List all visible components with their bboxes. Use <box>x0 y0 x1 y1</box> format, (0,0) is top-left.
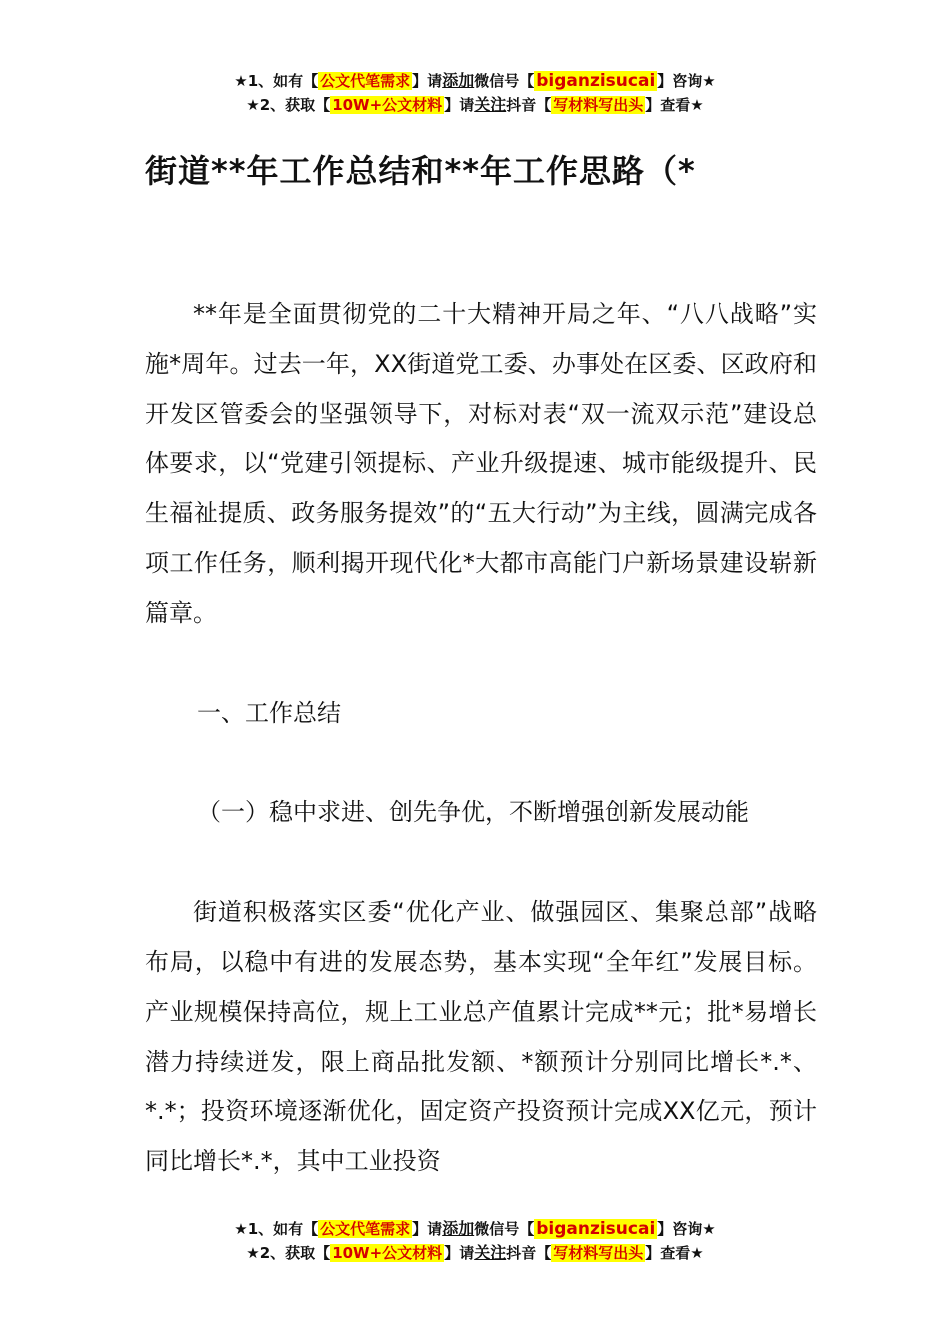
document-body <box>145 290 817 1187</box>
subsection-heading: （一）稳中求进、创先争优，不断增强创新发展动能 <box>197 798 749 827</box>
banner-line-2: ★2、获取【 10W+公文材料 】请关注抖音【 写材料写出头 】查看★ <box>246 1243 704 1262</box>
highlight-service: 公文代笔需求 <box>320 72 411 90</box>
banner-line-1: ★1、如有【 公文代笔需求 】请添加微信号【 biganzisucai 】咨询★ <box>234 1219 716 1239</box>
highlight-wechat-id: biganzisucai <box>536 71 656 91</box>
body-paragraph: 街道积极落实区委“优化产业、做强园区、集聚总部”战略布局，以稳中有进的发展态势，基本实现“全年红”发展目标。产业规模保持高位，规上工业总产值累计完成**元；批*易增长潜力持续迸发，限上商品批发额、*额预计分别同比增长*.*、*.*；投资环境逐渐优化，固定资产投资预计完成XX亿元，预计同比增长*.*，其中工业投资 <box>145 898 817 1176</box>
intro-paragraph: **年是全面贯彻党的二十大精神开局之年、“八八战略”实施*周年。过去一年，XX街道党工委、办事处在区委、区政府和开发区管委会的坚强领导下，对标对表“双一流双示范”建设总体要求，以“党建引领提标、产业升级提速、城市能级提升、民生福祉提质、政务服务提效”的“五大行动”为主线，圆满完成各项工作任务，顺利揭开现代化*大都市高能门户新场景建设崭新篇章。 <box>145 300 817 627</box>
header-banner <box>0 69 950 117</box>
highlight-materials: 10W+公文材料 <box>332 96 443 114</box>
highlight-materials: 10W+公文材料 <box>332 1244 443 1262</box>
document-title: 街道**年工作总结和**年工作思路（* <box>145 152 696 190</box>
banner-line-1: ★1、如有【 公文代笔需求 】请添加微信号【 biganzisucai 】咨询★ <box>234 71 716 91</box>
footer-banner <box>0 1217 950 1265</box>
highlight-service: 公文代笔需求 <box>320 1220 411 1238</box>
banner-line-2: ★2、获取【 10W+公文材料 】请关注抖音【 写材料写出头 】查看★ <box>246 95 704 114</box>
highlight-douyin: 写材料写出头 <box>553 96 644 114</box>
highlight-douyin: 写材料写出头 <box>553 1244 644 1262</box>
section-heading: 一、工作总结 <box>197 698 341 727</box>
highlight-wechat-id: biganzisucai <box>536 1219 656 1239</box>
